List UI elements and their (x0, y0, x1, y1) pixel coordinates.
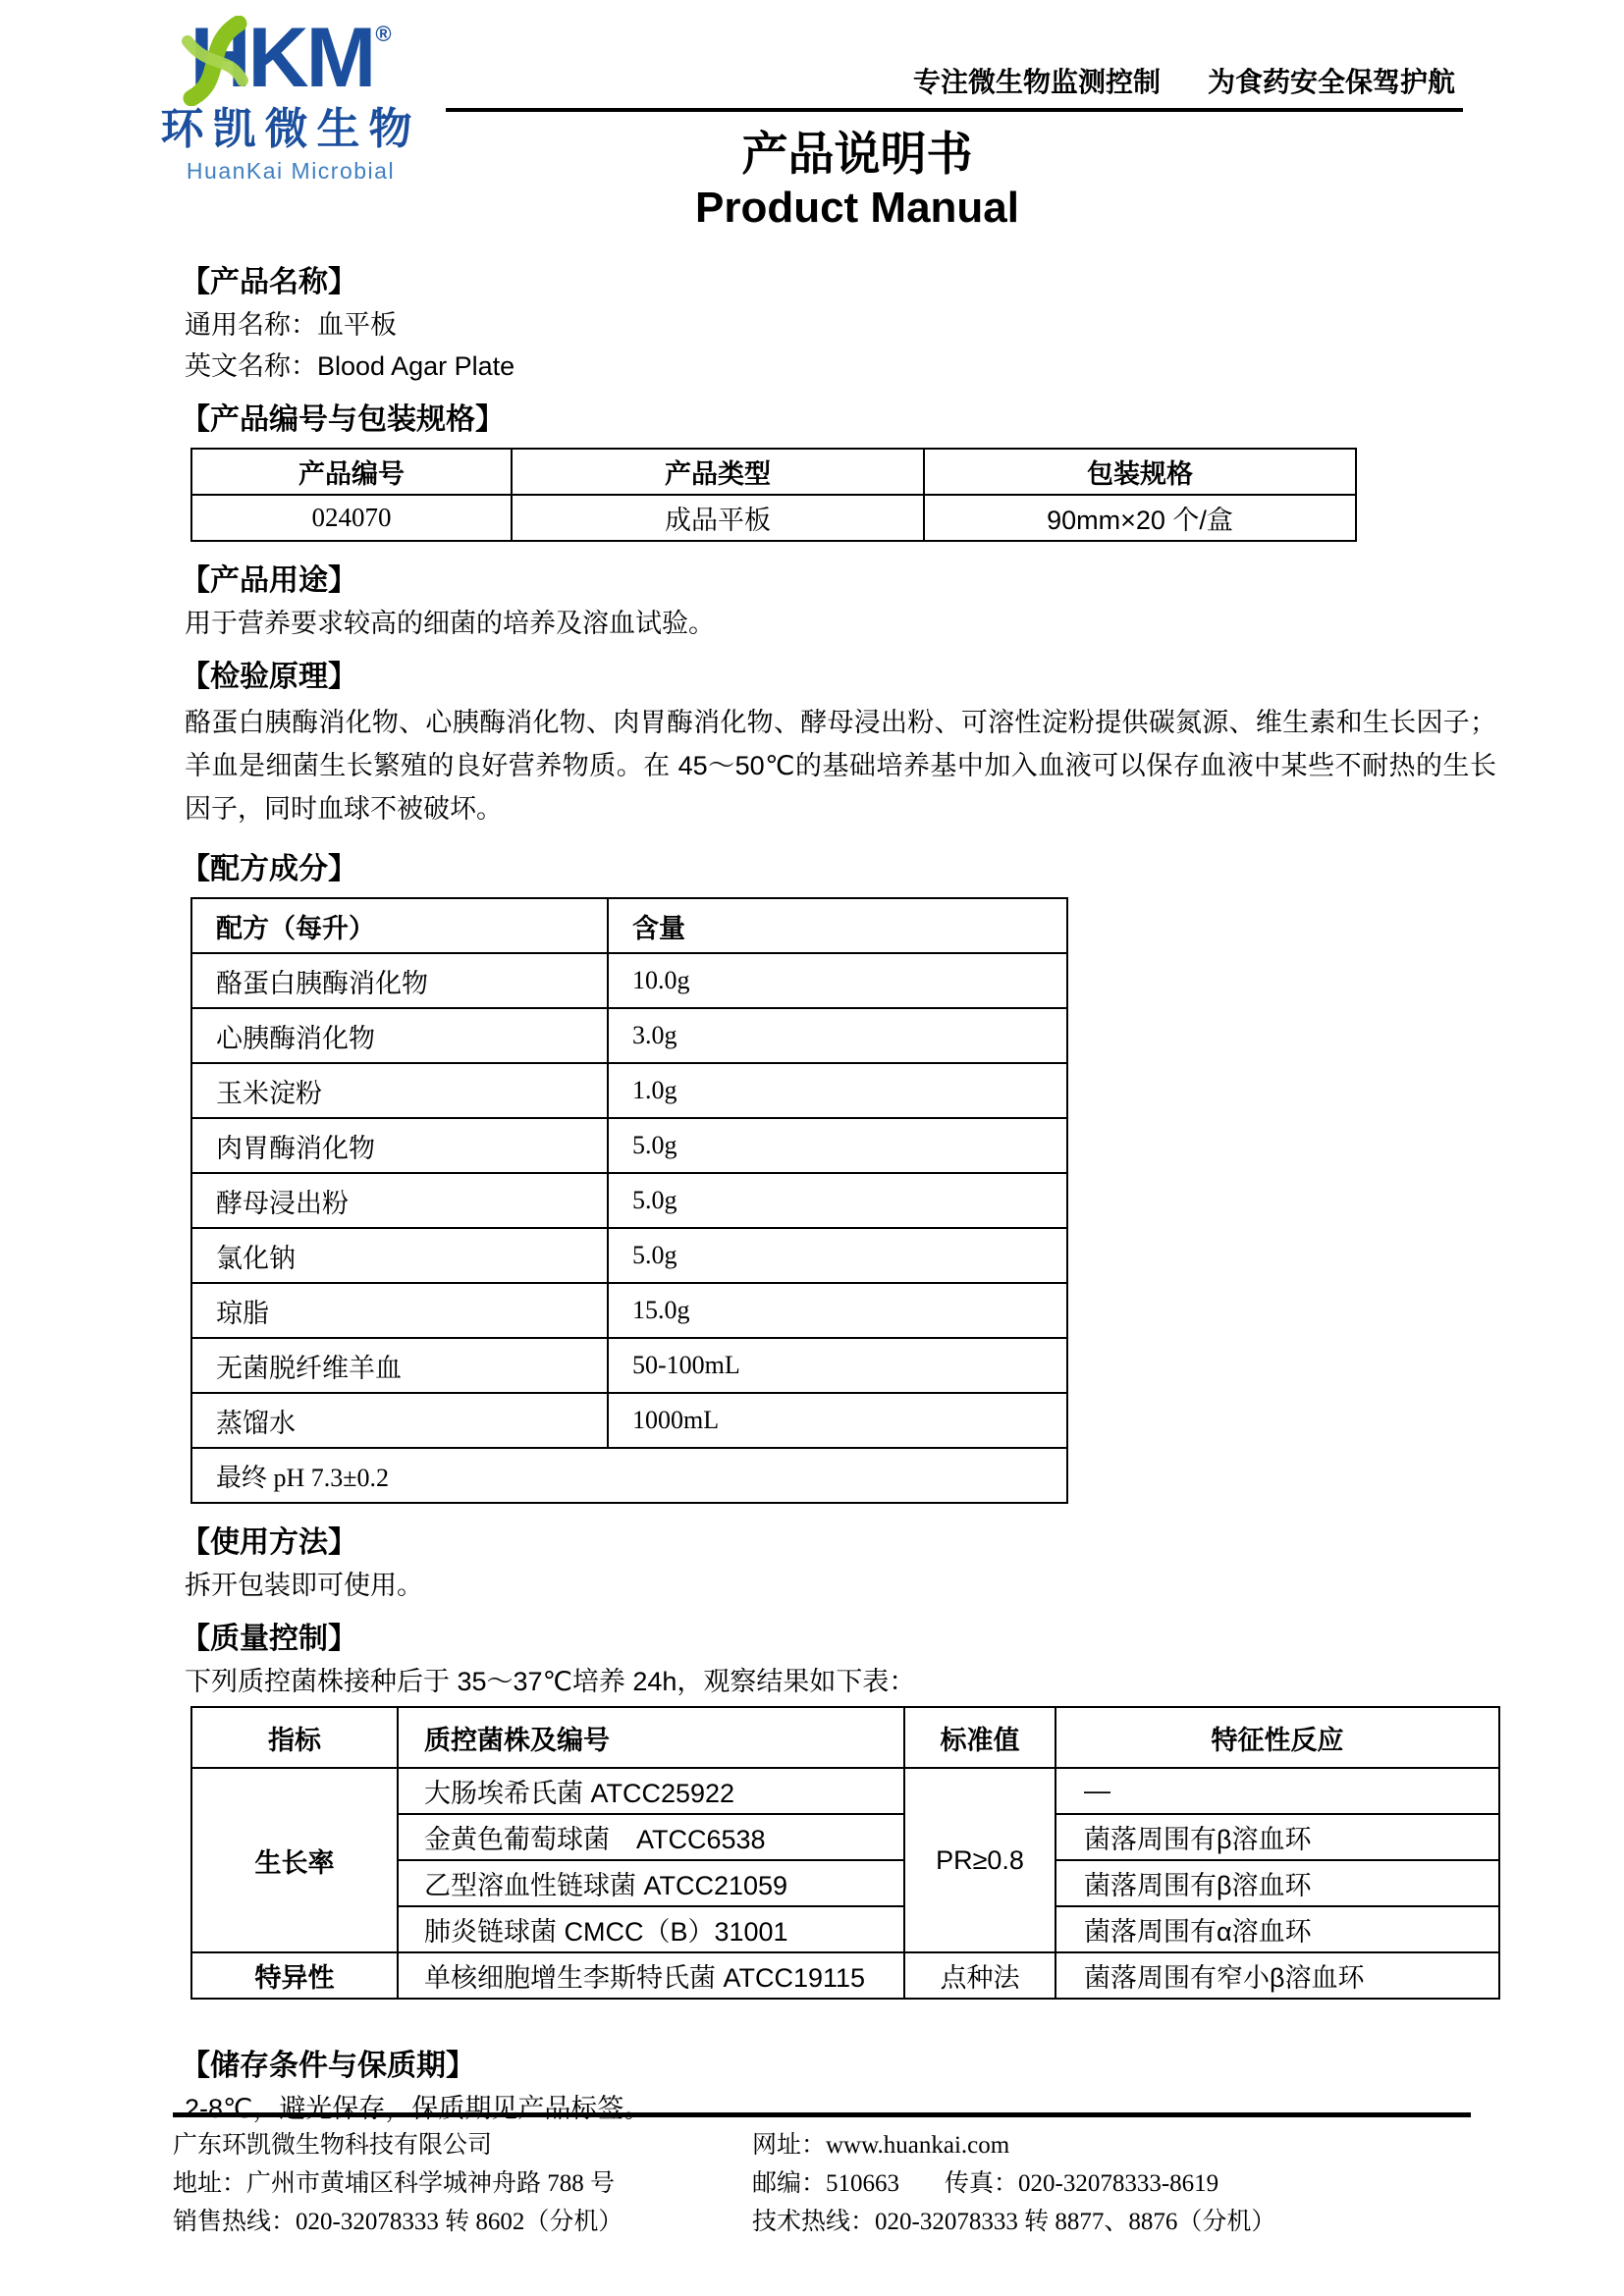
method-text: 拆开包装即可使用。 (185, 1571, 423, 1600)
growth-rate-label: 生长率 (191, 1768, 398, 1952)
formula-row (191, 1063, 1067, 1118)
formula-row (191, 1173, 1067, 1228)
ingredient-cell: 无菌脱纤维羊血 (191, 1338, 608, 1393)
ingredient-cell: 氯化钠 (191, 1228, 608, 1283)
common-name-line: 通用名称：血平板 (185, 310, 397, 340)
formula-table (190, 897, 1068, 1504)
spec-table (190, 448, 1357, 542)
spec-header-pack: 包装规格 (924, 449, 1356, 495)
strain-cell: 金黄色葡萄球菌 ATCC6538 (398, 1814, 904, 1860)
ingredient-cell: 酪蛋白胰酶消化物 (191, 953, 608, 1008)
footer-fax: 传真：020-32078333-8619 (945, 2170, 1219, 2197)
company-logo (124, 11, 458, 185)
amount-cell: 3.0g (608, 1008, 1067, 1063)
specificity-label: 特异性 (191, 1952, 398, 1999)
qc-intro: 下列质控菌株接种后于 35～37℃培养 24h，观察结果如下表： (185, 1667, 916, 1696)
section-heading-formula: 【配方成分】 (181, 853, 357, 885)
final-ph-cell: 最终 pH 7.3±0.2 (191, 1448, 1067, 1503)
spec-header-type: 产品类型 (512, 449, 924, 495)
formula-header-ingredient: 配方（每升） (191, 898, 608, 953)
company-slogan (913, 61, 1455, 100)
amount-cell: 1000mL (608, 1393, 1067, 1448)
spec-header-row (191, 449, 1356, 495)
section-heading-principle: 【检验原理】 (181, 661, 357, 693)
strain-cell: 大肠埃希氏菌 ATCC25922 (398, 1768, 904, 1814)
strain-cell: 单核细胞增生李斯特氏菌 ATCC19115 (398, 1952, 904, 1999)
amount-cell: 5.0g (608, 1118, 1067, 1173)
qc-header-standard: 标准值 (904, 1707, 1056, 1768)
spec-code-cell: 024070 (191, 495, 512, 541)
amount-cell: 5.0g (608, 1173, 1067, 1228)
amount-cell: 50-100mL (608, 1338, 1067, 1393)
registered-mark: ® (375, 22, 392, 46)
spec-data-row (191, 495, 1356, 541)
page-footer (173, 2112, 1471, 2237)
footer-address: 地址：广州市黄埔区科学城神舟路 788 号 (173, 2170, 616, 2197)
hkm-logo-text (189, 11, 392, 105)
hkm-letters: HKM (189, 11, 374, 105)
amount-cell: 1.0g (608, 1063, 1067, 1118)
storage-text: 2-8℃，避光保存，保质期见产品标签。 (185, 2094, 651, 2123)
formula-row (191, 1283, 1067, 1338)
formula-row (191, 1228, 1067, 1283)
formula-row (191, 1118, 1067, 1173)
amount-cell: 15.0g (608, 1283, 1067, 1338)
spec-pack-cell: 90mm×20 个/盒 (924, 495, 1356, 541)
ingredient-cell: 酵母浸出粉 (191, 1173, 608, 1228)
footer-tech-hotline: 技术热线：020-32078333 转 8877、8876（分机） (752, 2209, 1276, 2235)
ingredient-cell: 肉胃酶消化物 (191, 1118, 608, 1173)
footer-company: 广东环凯微生物科技有限公司 (173, 2132, 493, 2159)
formula-row (191, 1393, 1067, 1448)
principle-text: 酪蛋白胰酶消化物、心胰酶消化物、肉胃酶消化物、酵母浸出粉、可溶性淀粉提供碳氮源、维生素和生长因子；羊血是细菌生长繁殖的良好营养物质。在 45～50℃的基础培养基中加入血液可以保存血液中某些不耐热的生长因子，同时血球不被破坏。 (185, 708, 1496, 824)
spec-type-cell: 成品平板 (512, 495, 924, 541)
spec-header-code: 产品编号 (191, 449, 512, 495)
footer-left-column (173, 2131, 752, 2237)
footer-website: 网址：www.huankai.com (752, 2132, 1010, 2159)
qc-table (190, 1706, 1500, 2000)
section-heading-qc: 【质量控制】 (181, 1623, 357, 1655)
section-heading-method: 【使用方法】 (181, 1526, 357, 1559)
footer-postal-code: 邮编：510663 (752, 2170, 900, 2197)
section-heading-spec: 【产品编号与包装规格】 (181, 403, 505, 436)
ingredient-cell: 琼脂 (191, 1283, 608, 1338)
qc-growth-row (191, 1768, 1499, 1814)
usage-text: 用于营养要求较高的细菌的培养及溶血试验。 (185, 609, 715, 638)
qc-specificity-row (191, 1952, 1499, 1999)
english-name-line: 英文名称：Blood Agar Plate (185, 351, 515, 381)
formula-header-amount: 含量 (608, 898, 1067, 953)
growth-standard-cell: PR≥0.8 (904, 1768, 1056, 1952)
footer-sales-hotline: 销售热线：020-32078333 转 8602（分机） (173, 2209, 623, 2235)
formula-row (191, 953, 1067, 1008)
footer-postal-fax (752, 2169, 1275, 2199)
amount-cell: 10.0g (608, 953, 1067, 1008)
specificity-standard-cell: 点种法 (904, 1952, 1056, 1999)
ingredient-cell: 心胰酶消化物 (191, 1008, 608, 1063)
qc-header-strain: 质控菌株及编号 (398, 1707, 904, 1768)
ingredient-cell: 玉米淀粉 (191, 1063, 608, 1118)
formula-ph-row (191, 1448, 1067, 1503)
qc-header-row (191, 1707, 1499, 1768)
document-body (0, 267, 1624, 2123)
formula-row (191, 1338, 1067, 1393)
logo-cn-text: 环凯微生物 (160, 105, 421, 154)
reaction-cell: 菌落周围有窄小β溶血环 (1056, 1952, 1499, 1999)
footer-right-column (752, 2131, 1275, 2237)
strain-cell: 肺炎链球菌 CMCC（B）31001 (398, 1906, 904, 1952)
reaction-cell: 菌落周围有β溶血环 (1056, 1814, 1499, 1860)
reaction-cell: 菌落周围有β溶血环 (1056, 1860, 1499, 1906)
page-title-en: Product Manual (694, 184, 1020, 232)
ingredient-cell: 蒸馏水 (191, 1393, 608, 1448)
amount-cell: 5.0g (608, 1228, 1067, 1283)
strain-cell: 乙型溶血性链球菌 ATCC21059 (398, 1860, 904, 1906)
formula-header-row (191, 898, 1067, 953)
page-title-cn: 产品说明书 (741, 128, 973, 180)
section-heading-storage: 【储存条件与保质期】 (181, 2050, 475, 2082)
slogan-part-1: 专注微生物监测控制 (912, 67, 1161, 97)
reaction-cell: — (1056, 1768, 1499, 1814)
logo-en-text: HuanKai Microbial (186, 158, 396, 185)
section-heading-usage: 【产品用途】 (181, 564, 357, 597)
qc-header-indicator: 指标 (191, 1707, 398, 1768)
formula-row (191, 1008, 1067, 1063)
dna-helix-icon (176, 16, 294, 106)
header-rule (446, 0, 1463, 112)
reaction-cell: 菌落周围有α溶血环 (1056, 1906, 1499, 1952)
slogan-part-2: 为食药安全保驾护航 (1207, 67, 1455, 97)
section-heading-product-name: 【产品名称】 (181, 266, 357, 298)
qc-header-reaction: 特征性反应 (1056, 1707, 1499, 1768)
